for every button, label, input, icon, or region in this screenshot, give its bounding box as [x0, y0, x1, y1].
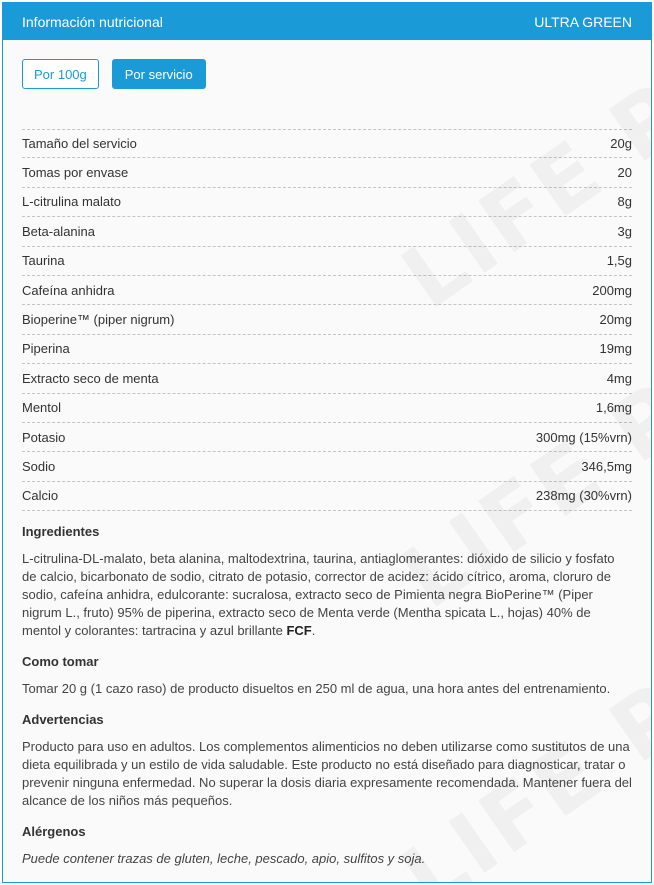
warnings-text: Producto para uso en adultos. Los complementos alimenticios no deben utilizarse como sustitutos de una dieta equilibrada y un estilo de vida saludable. Este producto no está diseñado para diagnosticar, tratar o prevenir ninguna enfermedad. No superar la dosis diaria expresamente recomendada. Mantener fuera del alcance de los niños más pequeños. — [22, 739, 632, 809]
table-row — [22, 335, 632, 364]
ingredients-bold-suffix: FCF — [286, 623, 312, 639]
ingredients-heading: Ingredientes — [22, 524, 100, 540]
row-label: Tamaño del servicio — [22, 136, 137, 152]
ingredients-body: L-citrulina-DL-malato, beta alanina, maltodextrina, taurina, antiaglomerantes: dióxido de silicio y fosfato de calcio, bicarbonato de sodio, citrato de potasio, corrector de acidez: ácido cítrico, aroma, cloruro de sodio, cafeína anhidra, edulcorante: sucralosa, extracto seco de Pimienta negra BioPerine™ (Piper nigrum L., fruto) 95% de piperina, extracto seco de Menta verde (Mentha spicata L., hojas) 40% de mentol y colorantes: tartracina y azul brillante — [22, 551, 615, 639]
table-row — [22, 158, 632, 187]
table-row — [22, 217, 632, 246]
tab-per-serving[interactable]: Por servicio — [112, 59, 206, 89]
row-value: 20 — [617, 165, 632, 181]
table-row — [22, 129, 632, 158]
table-row — [22, 276, 632, 305]
tab-per-100g[interactable]: Por 100g — [22, 59, 99, 89]
row-label: Beta-alanina — [22, 223, 95, 239]
nutrition-table — [22, 129, 632, 511]
row-value: 1,6mg — [595, 400, 632, 416]
row-value: 20g — [610, 136, 632, 152]
row-value: 3g — [617, 223, 632, 239]
row-value: 20mg — [599, 312, 632, 328]
nutrition-panel — [2, 2, 652, 883]
row-label: Piperina — [22, 341, 70, 357]
row-label: L-citrulina malato — [22, 194, 121, 210]
row-value: 8g — [617, 194, 632, 210]
table-row — [22, 394, 632, 423]
warnings-heading: Advertencias — [22, 712, 104, 728]
row-label: Tomas por envase — [22, 165, 129, 181]
panel-header — [3, 3, 651, 40]
row-value: 200mg — [592, 282, 632, 298]
row-value: 238mg (30%vrn) — [535, 488, 632, 504]
row-label: Mentol — [22, 400, 62, 416]
table-row — [22, 423, 632, 452]
row-label: Cafeína anhidra — [22, 282, 115, 298]
row-value: 19mg — [599, 341, 632, 357]
table-row — [22, 482, 632, 511]
row-label: Extracto seco de menta — [22, 370, 159, 386]
ingredients-text — [22, 550, 632, 640]
table-row — [22, 247, 632, 276]
row-label: Sodio — [22, 458, 56, 474]
allergens-text: Puede contener trazas de gluten, leche, pescado, apio, sulfitos y soja. — [22, 851, 426, 867]
table-row — [22, 305, 632, 334]
row-value: 346,5mg — [581, 458, 632, 474]
table-row — [22, 188, 632, 217]
row-label: Calcio — [22, 488, 59, 504]
row-value: 4mg — [606, 370, 632, 386]
how-to-take-text: Tomar 20 g (1 cazo raso) de producto disueltos en 250 ml de agua, una hora antes del entrenamiento. — [22, 681, 611, 697]
product-name: ULTRA GREEN — [534, 13, 632, 30]
panel-title: Información nutricional — [22, 13, 163, 30]
table-row — [22, 452, 632, 481]
row-label: Bioperine™ (piper nigrum) — [22, 312, 175, 328]
row-value: 1,5g — [606, 253, 632, 269]
allergens-heading: Alérgenos — [22, 824, 86, 840]
how-to-take-heading: Como tomar — [22, 654, 99, 670]
serving-tabs — [3, 40, 651, 129]
row-label: Taurina — [22, 253, 65, 269]
ingredients-end: . — [311, 623, 316, 639]
product-info — [22, 524, 632, 868]
table-row — [22, 364, 632, 393]
row-label: Potasio — [22, 429, 66, 445]
row-value: 300mg (15%vrn) — [535, 429, 632, 445]
